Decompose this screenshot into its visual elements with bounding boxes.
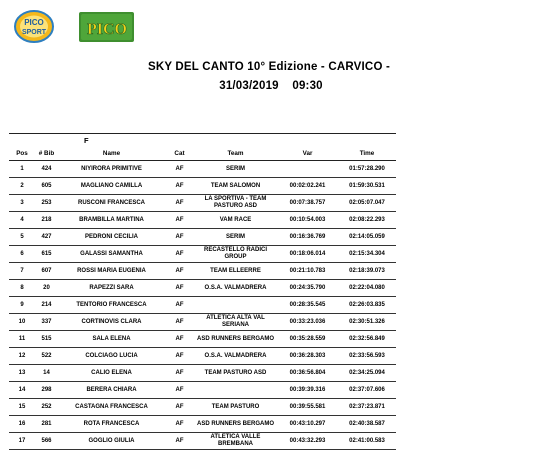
table-row bbox=[9, 297, 396, 314]
cell-cat: AF bbox=[165, 280, 194, 297]
cell-team: ATLETICA ALTA VAL SERIANA bbox=[194, 314, 277, 331]
cell-cat: AF bbox=[165, 297, 194, 314]
cell-pos: 11 bbox=[9, 331, 35, 348]
cell-time: 01:57:28.290 bbox=[338, 161, 396, 178]
cell-var: 00:28:35.545 bbox=[277, 297, 338, 314]
cell-pos: 1 bbox=[9, 161, 35, 178]
cell-name: TENTORIO FRANCESCA bbox=[58, 297, 165, 314]
cell-var: 00:02:02.241 bbox=[277, 178, 338, 195]
table-row bbox=[9, 365, 396, 382]
cell-name: RUSCONI FRANCESCA bbox=[58, 195, 165, 212]
cell-time: 02:30:51.326 bbox=[338, 314, 396, 331]
table-row bbox=[9, 348, 396, 365]
table-row bbox=[9, 263, 396, 280]
col-header-time: Time bbox=[338, 148, 396, 161]
cell-cat: AF bbox=[165, 161, 194, 178]
cell-cat: AF bbox=[165, 399, 194, 416]
table-row bbox=[9, 280, 396, 297]
cell-cat: AF bbox=[165, 246, 194, 263]
col-header-cat: Cat bbox=[165, 148, 194, 161]
cell-var: 00:36:56.804 bbox=[277, 365, 338, 382]
cell-name: ROTA FRANCESCA bbox=[58, 416, 165, 433]
table-row bbox=[9, 331, 396, 348]
table-row bbox=[9, 195, 396, 212]
event-title: SKY DEL CANTO 10° Edizione - CARVICO - bbox=[147, 61, 391, 73]
cell-time: 02:22:04.080 bbox=[338, 280, 396, 297]
cell-team: O.S.A. VALMADRERA bbox=[194, 348, 277, 365]
cell-time: 02:37:23.871 bbox=[338, 399, 396, 416]
cell-bib: 615 bbox=[35, 246, 58, 263]
cell-pos: 13 bbox=[9, 365, 35, 382]
cell-bib: 253 bbox=[35, 195, 58, 212]
cell-cat: AF bbox=[165, 229, 194, 246]
cell-time: 02:34:25.094 bbox=[338, 365, 396, 382]
table-row bbox=[9, 246, 396, 263]
cell-name: PEDRONI CECILIA bbox=[58, 229, 165, 246]
cell-name: GOGLIO GIULIA bbox=[58, 433, 165, 450]
cell-bib: 566 bbox=[35, 433, 58, 450]
cell-cat: AF bbox=[165, 263, 194, 280]
table-row bbox=[9, 399, 396, 416]
pico-brand-logo bbox=[79, 12, 134, 42]
cell-cat: AF bbox=[165, 331, 194, 348]
cell-team: ATLETICA VALLE BREMBANA bbox=[194, 433, 277, 450]
cell-pos: 15 bbox=[9, 399, 35, 416]
pico-sport-logo bbox=[14, 10, 54, 43]
cell-pos: 17 bbox=[9, 433, 35, 450]
cell-name: CORTINOVIS CLARA bbox=[58, 314, 165, 331]
cell-name: RAPEZZI SARA bbox=[58, 280, 165, 297]
cell-bib: 605 bbox=[35, 178, 58, 195]
cell-name: SALA ELENA bbox=[58, 331, 165, 348]
cell-name: ROSSI MARIA EUGENIA bbox=[58, 263, 165, 280]
cell-team: SERIM bbox=[194, 229, 277, 246]
event-datetime: 31/03/2019 09:30 bbox=[219, 80, 323, 92]
cell-team: SERIM bbox=[194, 161, 277, 178]
cell-var: 00:39:39.316 bbox=[277, 382, 338, 399]
cell-bib: 218 bbox=[35, 212, 58, 229]
cell-bib: 337 bbox=[35, 314, 58, 331]
cell-bib: 607 bbox=[35, 263, 58, 280]
cell-team: LA SPORTIVA - TEAM PASTURO ASD bbox=[194, 195, 277, 212]
logo-text-line2: SPORT bbox=[21, 29, 47, 36]
cell-name: CALIO ELENA bbox=[58, 365, 165, 382]
cell-pos: 5 bbox=[9, 229, 35, 246]
col-header-pos: Pos bbox=[9, 148, 35, 161]
cell-time: 02:15:34.304 bbox=[338, 246, 396, 263]
cell-team bbox=[194, 382, 277, 399]
cell-time: 02:40:38.587 bbox=[338, 416, 396, 433]
cell-time: 02:05:07.047 bbox=[338, 195, 396, 212]
cell-pos: 14 bbox=[9, 382, 35, 399]
cell-bib: 214 bbox=[35, 297, 58, 314]
cell-name: NIYIRORA PRIMITIVE bbox=[58, 161, 165, 178]
logo-brand-text: PICO bbox=[87, 21, 127, 38]
cell-pos: 7 bbox=[9, 263, 35, 280]
cell-var: 00:10:54.003 bbox=[277, 212, 338, 229]
cell-team: TEAM ELLEERRE bbox=[194, 263, 277, 280]
cell-var bbox=[277, 161, 338, 178]
cell-var: 00:24:35.790 bbox=[277, 280, 338, 297]
cell-var: 00:43:32.293 bbox=[277, 433, 338, 450]
col-header-team: Team bbox=[194, 148, 277, 161]
cell-pos: 2 bbox=[9, 178, 35, 195]
cell-var: 00:21:10.783 bbox=[277, 263, 338, 280]
cell-team: TEAM SALOMON bbox=[194, 178, 277, 195]
table-header-row bbox=[9, 148, 396, 161]
cell-time: 02:14:05.059 bbox=[338, 229, 396, 246]
cell-bib: 14 bbox=[35, 365, 58, 382]
cell-time: 02:33:56.593 bbox=[338, 348, 396, 365]
col-header-name: Name bbox=[58, 148, 165, 161]
cell-bib: 281 bbox=[35, 416, 58, 433]
table-row bbox=[9, 212, 396, 229]
cell-bib: 424 bbox=[35, 161, 58, 178]
cell-var: 00:35:28.559 bbox=[277, 331, 338, 348]
cell-pos: 10 bbox=[9, 314, 35, 331]
table-row bbox=[9, 433, 396, 450]
cell-team bbox=[194, 297, 277, 314]
cell-var: 00:16:36.769 bbox=[277, 229, 338, 246]
cell-name: GALASSI SAMANTHA bbox=[58, 246, 165, 263]
cell-team: ASD RUNNERS BERGAMO bbox=[194, 331, 277, 348]
cell-cat: AF bbox=[165, 178, 194, 195]
cell-team: O.S.A. VALMADRERA bbox=[194, 280, 277, 297]
cell-time: 02:37:07.606 bbox=[338, 382, 396, 399]
cell-cat: AF bbox=[165, 212, 194, 229]
cell-pos: 6 bbox=[9, 246, 35, 263]
cell-bib: 20 bbox=[35, 280, 58, 297]
table-row bbox=[9, 314, 396, 331]
cell-cat: AF bbox=[165, 195, 194, 212]
table-row bbox=[9, 178, 396, 195]
table-row bbox=[9, 382, 396, 399]
results-table bbox=[9, 133, 396, 450]
cell-time: 02:41:00.583 bbox=[338, 433, 396, 450]
category-label: F bbox=[84, 136, 89, 146]
cell-bib: 252 bbox=[35, 399, 58, 416]
cell-cat: AF bbox=[165, 433, 194, 450]
cell-time: 02:08:22.293 bbox=[338, 212, 396, 229]
cell-var: 00:07:38.757 bbox=[277, 195, 338, 212]
cell-var: 00:33:23.036 bbox=[277, 314, 338, 331]
cell-bib: 515 bbox=[35, 331, 58, 348]
cell-pos: 4 bbox=[9, 212, 35, 229]
table-row bbox=[9, 229, 396, 246]
cell-cat: AF bbox=[165, 348, 194, 365]
cell-name: COLCIAGO LUCIA bbox=[58, 348, 165, 365]
cell-cat: AF bbox=[165, 416, 194, 433]
cell-var: 00:36:28.303 bbox=[277, 348, 338, 365]
cell-name: MAGLIANO CAMILLA bbox=[58, 178, 165, 195]
cell-pos: 16 bbox=[9, 416, 35, 433]
cell-name: BRAMBILLA MARTINA bbox=[58, 212, 165, 229]
col-header-bib: # Bib bbox=[35, 148, 58, 161]
cell-time: 02:18:39.073 bbox=[338, 263, 396, 280]
cell-name: BERERA CHIARA bbox=[58, 382, 165, 399]
cell-cat: AF bbox=[165, 365, 194, 382]
table-row bbox=[9, 416, 396, 433]
col-header-var: Var bbox=[277, 148, 338, 161]
cell-bib: 298 bbox=[35, 382, 58, 399]
cell-pos: 8 bbox=[9, 280, 35, 297]
cell-team: TEAM PASTURO bbox=[194, 399, 277, 416]
cell-time: 02:26:03.835 bbox=[338, 297, 396, 314]
cell-bib: 427 bbox=[35, 229, 58, 246]
cell-team: RECASTELLO RADICI GROUP bbox=[194, 246, 277, 263]
table-row bbox=[9, 161, 396, 178]
cell-bib: 522 bbox=[35, 348, 58, 365]
cell-pos: 3 bbox=[9, 195, 35, 212]
cell-pos: 12 bbox=[9, 348, 35, 365]
cell-team: TEAM PASTURO ASD bbox=[194, 365, 277, 382]
cell-cat: AF bbox=[165, 314, 194, 331]
cell-name: CASTAGNA FRANCESCA bbox=[58, 399, 165, 416]
cell-time: 02:32:56.849 bbox=[338, 331, 396, 348]
cell-cat: AF bbox=[165, 382, 194, 399]
cell-team: VAM RACE bbox=[194, 212, 277, 229]
cell-pos: 9 bbox=[9, 297, 35, 314]
cell-team: ASD RUNNERS BERGAMO bbox=[194, 416, 277, 433]
cell-var: 00:39:55.581 bbox=[277, 399, 338, 416]
cell-var: 00:18:06.014 bbox=[277, 246, 338, 263]
cell-time: 01:59:30.531 bbox=[338, 178, 396, 195]
logo-text-line1: PICO bbox=[24, 18, 44, 27]
cell-var: 00:43:10.297 bbox=[277, 416, 338, 433]
